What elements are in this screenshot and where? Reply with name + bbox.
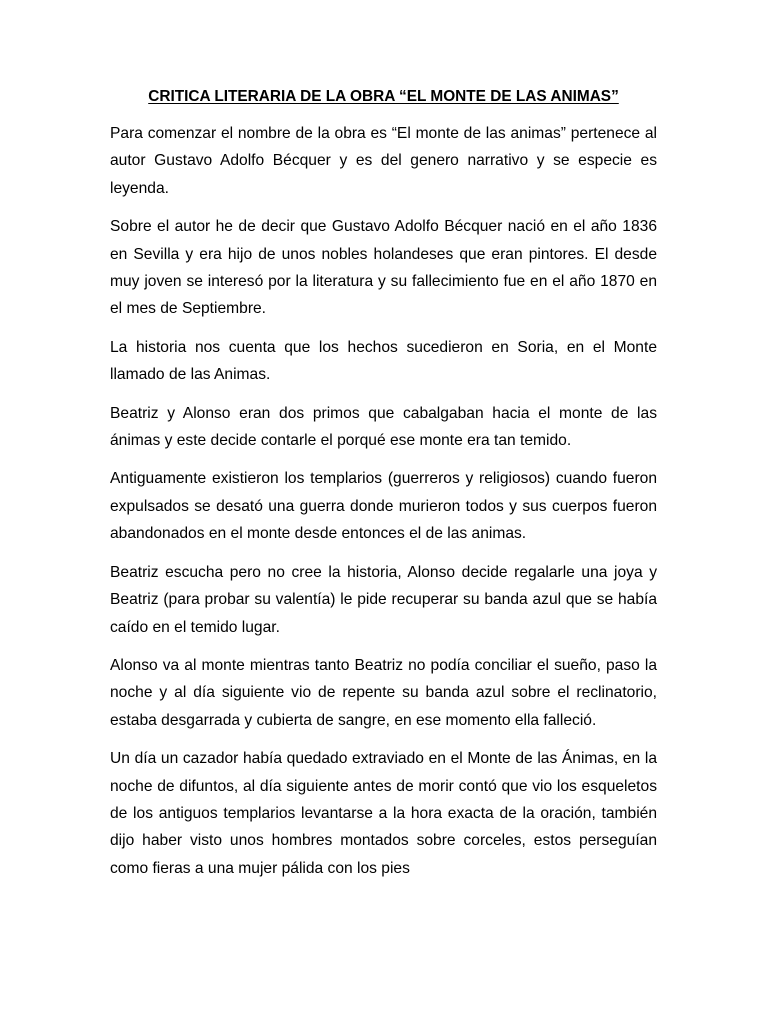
paragraph-hunter: Un día un cazador había quedado extraviado en el Monte de las Ánimas, en la noche de difuntos, al día siguiente antes de morir contó que vio los esqueletos de los antiguos templarios levantarse a la hora exacta de la oración, también dijo haber visto unos hombres montados sobre corceles, estos perseguían como fieras a una mujer pálida con los pies: [110, 750, 657, 877]
paragraph-challenge: Beatriz escucha pero no cree la historia, Alonso decide regalarle una joya y Beatriz (para probar su valentía) le pide recuperar su banda azul que se había caído en el temido lugar.: [110, 563, 657, 636]
paragraph-intro: Para comenzar el nombre de la obra es “El monte de las animas” pertenece al autor Gustavo Adolfo Bécquer y es del genero narrativo y se especie es leyenda.: [110, 125, 657, 197]
paragraph-author: Sobre el autor he de decir que Gustavo Adolfo Bécquer nació en el año 1836 en Sevilla y era hijo de unos nobles holandeses que eran pintores. El desde muy joven se interesó por la literatura y su fallecimiento fue en el año 1870 en el mes de Septiembre.: [110, 218, 657, 318]
document-title: CRITICA LITERARIA DE LA OBRA “EL MONTE DE LAS ANIMAS”: [148, 88, 619, 105]
paragraph-outcome: Alonso va al monte mientras tanto Beatriz no podía conciliar el sueño, paso la noche y al día siguiente vio de repente su banda azul sobre el reclinatorio, estaba desgarrada y cubierta de sangre, en ese momento ella falleció.: [110, 656, 657, 729]
paragraph-templars: Antiguamente existieron los templarios (guerreros y religiosos) cuando fueron expulsados se desató una guerra donde murieron todos y sus cuerpos fueron abandonados en el monte desde entonces el de las animas.: [110, 470, 657, 543]
paragraph-setting: La historia nos cuenta que los hechos sucedieron en Soria, en el Monte llamado de las Animas.: [110, 338, 657, 384]
document-body: [110, 86, 657, 893]
paragraph-characters: Beatriz y Alonso eran dos primos que cabalgaban hacia el monte de las ánimas y este decide contarle el porqué ese monte era tan temido.: [110, 404, 657, 450]
